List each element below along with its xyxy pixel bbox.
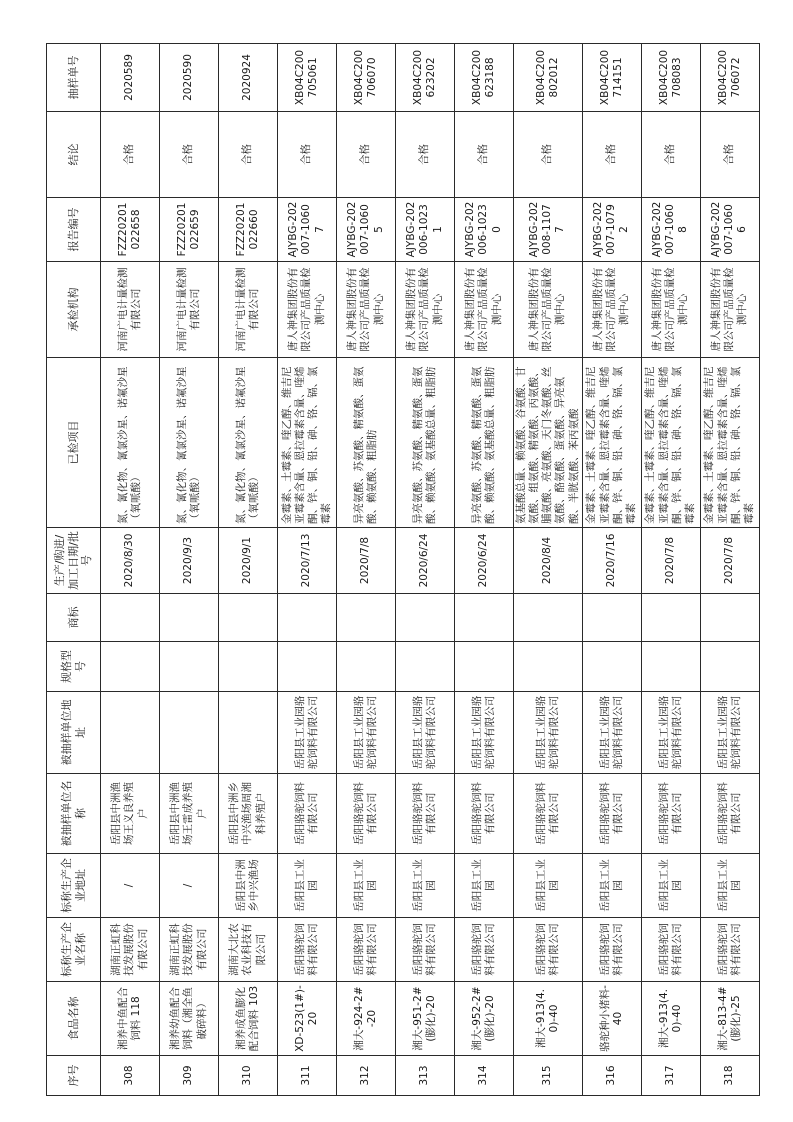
cell-date: 2020/7/8 bbox=[700, 528, 759, 594]
cell-sample-no: XB04C200708083 bbox=[641, 44, 700, 112]
cell-maker-addr: 岳阳县工业园 bbox=[582, 854, 641, 918]
cell-lab: 唐人神集团股份有限公司产品质量检测中心 bbox=[337, 262, 396, 358]
cell-report: AJYBG-202007-10792 bbox=[582, 198, 641, 262]
table-header bbox=[47, 44, 101, 1096]
column-header: 报告编号 bbox=[47, 198, 101, 262]
cell-sample-no: XB04C200714151 bbox=[582, 44, 641, 112]
cell-sample-no: XB04C200706070 bbox=[337, 44, 396, 112]
cell-report: AJYBG-202007-10607 bbox=[278, 198, 337, 262]
column-header: 承检机构 bbox=[47, 262, 101, 358]
cell-date: 2020/9/3 bbox=[160, 528, 219, 594]
column-header: 被抽样单位名称 bbox=[47, 774, 101, 854]
cell-brand bbox=[700, 594, 759, 642]
cell-spec bbox=[160, 642, 219, 692]
cell-maker: 岳阳骆驼饲料有限公司 bbox=[514, 918, 583, 982]
cell-lab: 唐人神集团股份有限公司产品质量检测中心 bbox=[700, 262, 759, 358]
cell-result: 合格 bbox=[514, 112, 583, 198]
cell-brand bbox=[219, 594, 278, 642]
cell-no: 310 bbox=[219, 1056, 278, 1096]
cell-sampled: 岳阳骆驼饲料有限公司 bbox=[278, 774, 337, 854]
cell-maker: 岳阳骆驼饲料有限公司 bbox=[582, 918, 641, 982]
table-row bbox=[337, 44, 396, 1096]
cell-report: AJYBG-202007-10606 bbox=[700, 198, 759, 262]
cell-maker-addr: 岳阳县工业园 bbox=[514, 854, 583, 918]
column-header: 抽样单号 bbox=[47, 44, 101, 112]
column-header: 商标 bbox=[47, 594, 101, 642]
table-row bbox=[582, 44, 641, 1096]
cell-date: 2020/7/8 bbox=[337, 528, 396, 594]
cell-items: 异亮氨酸、苏氨酸、精氨酸、蛋氨酸、赖氨酸、粗脂肪 bbox=[337, 358, 396, 528]
cell-items: 金霉素、土霉素、喹乙醇、维吉尼亚霉素含量、恩拉霉素含量、喹烯酮、锌、铜、铅、砷、铬、镉、氯霉素 bbox=[641, 358, 700, 528]
cell-name: 湘大-924-2#-20 bbox=[337, 982, 396, 1056]
cell-date: 2020/7/8 bbox=[641, 528, 700, 594]
cell-name: 湘养幼鱼配合饲料（湘全鱼破碎料） bbox=[160, 982, 219, 1056]
cell-maker-addr: / bbox=[101, 854, 160, 918]
cell-result: 合格 bbox=[337, 112, 396, 198]
table-row bbox=[455, 44, 514, 1096]
cell-maker: 岳阳骆驼饲料有限公司 bbox=[700, 918, 759, 982]
cell-sampled-addr: 岳阳县工业园骆驼饲料有限公司 bbox=[641, 692, 700, 774]
cell-maker-addr: / bbox=[160, 854, 219, 918]
column-header: 规格型号 bbox=[47, 642, 101, 692]
cell-lab: 唐人神集团股份有限公司产品质量检测中心 bbox=[641, 262, 700, 358]
cell-sampled: 岳阳骆驼饲料有限公司 bbox=[641, 774, 700, 854]
cell-maker-addr: 岳阳县工业园 bbox=[396, 854, 455, 918]
cell-no: 316 bbox=[582, 1056, 641, 1096]
cell-no: 315 bbox=[514, 1056, 583, 1096]
cell-date: 2020/6/24 bbox=[396, 528, 455, 594]
cell-maker-addr: 岳阳县工业园 bbox=[700, 854, 759, 918]
cell-sampled-addr: 岳阳县工业园骆驼饲料有限公司 bbox=[396, 692, 455, 774]
cell-brand bbox=[582, 594, 641, 642]
cell-items: 异亮氨酸、苏氨酸、精氨酸、蛋氨酸、赖氨酸、氨基酸总量、粗脂肪 bbox=[396, 358, 455, 528]
cell-sample-no: 2020590 bbox=[160, 44, 219, 112]
cell-lab: 唐人神集团股份有限公司产品质量检测中心 bbox=[582, 262, 641, 358]
cell-maker: 湖南正虹科技发展股份有限公司 bbox=[101, 918, 160, 982]
cell-sample-no: XB04C200623188 bbox=[455, 44, 514, 112]
cell-sample-no: XB04C200706072 bbox=[700, 44, 759, 112]
cell-sample-no: XB04C200705061 bbox=[278, 44, 337, 112]
column-header: 标称生产企业名称 bbox=[47, 918, 101, 982]
cell-items: 金霉素、土霉素、喹乙醇、维吉尼亚霉素含量、恩拉霉素含量、喹烯酮、锌、铜、铅、砷、铬、镉、氯霉素 bbox=[582, 358, 641, 528]
table-row bbox=[160, 44, 219, 1096]
cell-sampled: 岳阳县中洲渔场王雷成养殖户 bbox=[160, 774, 219, 854]
cell-maker-addr: 岳阳县中洲乡中兴渔场 bbox=[219, 854, 278, 918]
cell-report: FZZ20201022660 bbox=[219, 198, 278, 262]
cell-brand bbox=[514, 594, 583, 642]
cell-sampled-addr: 岳阳县工业园骆驼饲料有限公司 bbox=[337, 692, 396, 774]
cell-lab: 河南广电计量检测有限公司 bbox=[219, 262, 278, 358]
cell-name: 湘大-913(4.0)-40 bbox=[641, 982, 700, 1056]
cell-result: 合格 bbox=[641, 112, 700, 198]
rotated-page bbox=[46, 44, 755, 1096]
cell-spec bbox=[278, 642, 337, 692]
cell-sampled-addr: 岳阳县工业园骆驼饲料有限公司 bbox=[455, 692, 514, 774]
column-header: 食品名称 bbox=[47, 982, 101, 1056]
cell-date: 2020/7/16 bbox=[582, 528, 641, 594]
table-body bbox=[101, 44, 760, 1096]
table-row bbox=[101, 44, 160, 1096]
cell-spec bbox=[396, 642, 455, 692]
cell-sampled-addr: 岳阳县工业园骆驼饲料有限公司 bbox=[514, 692, 583, 774]
cell-report: AJYBG-202006-10230 bbox=[455, 198, 514, 262]
cell-items: 氮、氰化物、氰氯沙星、诺氟沙星（氧哌酸） bbox=[160, 358, 219, 528]
cell-lab: 河南广电计量检测有限公司 bbox=[160, 262, 219, 358]
cell-spec bbox=[337, 642, 396, 692]
cell-sampled: 岳阳骆驼饲料有限公司 bbox=[700, 774, 759, 854]
cell-no: 309 bbox=[160, 1056, 219, 1096]
cell-lab: 唐人神集团股份有限公司产品质量检测中心 bbox=[278, 262, 337, 358]
cell-result: 合格 bbox=[101, 112, 160, 198]
cell-name: 湘养中鱼配合饲料 118 bbox=[101, 982, 160, 1056]
cell-brand bbox=[337, 594, 396, 642]
cell-items: 氮、氰化物、氰氯沙星、诺氟沙星（氧哌酸） bbox=[219, 358, 278, 528]
cell-maker-addr: 岳阳县工业园 bbox=[641, 854, 700, 918]
cell-result: 合格 bbox=[455, 112, 514, 198]
cell-maker-addr: 岳阳县工业园 bbox=[278, 854, 337, 918]
cell-sample-no: 2020924 bbox=[219, 44, 278, 112]
cell-spec bbox=[641, 642, 700, 692]
cell-sampled-addr bbox=[160, 692, 219, 774]
cell-name: 骆驼种小猪料-40 bbox=[582, 982, 641, 1056]
table-row bbox=[514, 44, 583, 1096]
cell-report: AJYBG-202008-11077 bbox=[514, 198, 583, 262]
cell-brand bbox=[101, 594, 160, 642]
cell-maker: 湖南大北农农业科技有限公司 bbox=[219, 918, 278, 982]
cell-date: 2020/8/30 bbox=[101, 528, 160, 594]
cell-brand bbox=[455, 594, 514, 642]
cell-sampled: 岳阳县中洲乡中兴渔场周湘科养殖户 bbox=[219, 774, 278, 854]
cell-name: 湘养成鱼膨化配合饲料 103 bbox=[219, 982, 278, 1056]
cell-report: AJYBG-202007-10605 bbox=[337, 198, 396, 262]
table-row bbox=[219, 44, 278, 1096]
cell-sampled: 岳阳县中洲渔场王义良养殖户 bbox=[101, 774, 160, 854]
cell-spec bbox=[101, 642, 160, 692]
cell-maker: 岳阳骆驼饲料有限公司 bbox=[337, 918, 396, 982]
cell-report: FZZ20201022659 bbox=[160, 198, 219, 262]
cell-maker: 岳阳骆驼饲料有限公司 bbox=[396, 918, 455, 982]
cell-date: 2020/8/4 bbox=[514, 528, 583, 594]
cell-no: 318 bbox=[700, 1056, 759, 1096]
cell-brand bbox=[396, 594, 455, 642]
inspection-results-table bbox=[46, 43, 760, 1096]
cell-sample-no: XB04C200802012 bbox=[514, 44, 583, 112]
cell-date: 2020/9/1 bbox=[219, 528, 278, 594]
table-row bbox=[278, 44, 337, 1096]
cell-brand bbox=[278, 594, 337, 642]
cell-sampled-addr: 岳阳县工业园骆驼饲料有限公司 bbox=[582, 692, 641, 774]
cell-no: 308 bbox=[101, 1056, 160, 1096]
cell-spec bbox=[582, 642, 641, 692]
cell-sampled: 岳阳骆驼饲料有限公司 bbox=[455, 774, 514, 854]
cell-name: 湘大-952-2#(膨化)-20 bbox=[455, 982, 514, 1056]
cell-spec bbox=[455, 642, 514, 692]
cell-no: 312 bbox=[337, 1056, 396, 1096]
cell-report: AJYBG-202007-10608 bbox=[641, 198, 700, 262]
table-row bbox=[396, 44, 455, 1096]
cell-result: 合格 bbox=[396, 112, 455, 198]
column-header: 标称生产企业地址 bbox=[47, 854, 101, 918]
cell-lab: 唐人神集团股份有限公司产品质量检测中心 bbox=[396, 262, 455, 358]
cell-result: 合格 bbox=[219, 112, 278, 198]
cell-report: FZZ20201022658 bbox=[101, 198, 160, 262]
cell-no: 317 bbox=[641, 1056, 700, 1096]
cell-sampled: 岳阳骆驼饲料有限公司 bbox=[337, 774, 396, 854]
cell-lab: 唐人神集团股份有限公司产品质量检测中心 bbox=[514, 262, 583, 358]
cell-name: 湘大-913(4.0)-40 bbox=[514, 982, 583, 1056]
table-row bbox=[700, 44, 759, 1096]
cell-maker: 岳阳骆驼饲料有限公司 bbox=[455, 918, 514, 982]
cell-no: 311 bbox=[278, 1056, 337, 1096]
cell-spec bbox=[219, 642, 278, 692]
cell-maker: 岳阳骆驼饲料有限公司 bbox=[278, 918, 337, 982]
cell-result: 合格 bbox=[160, 112, 219, 198]
cell-maker-addr: 岳阳县工业园 bbox=[455, 854, 514, 918]
cell-date: 2020/6/24 bbox=[455, 528, 514, 594]
cell-sample-no: 2020589 bbox=[101, 44, 160, 112]
column-header: 生产/购进/加工日期/批号 bbox=[47, 528, 101, 594]
cell-sample-no: XB04C200623202 bbox=[396, 44, 455, 112]
table-row bbox=[641, 44, 700, 1096]
cell-lab: 河南广电计量检测有限公司 bbox=[101, 262, 160, 358]
cell-sampled-addr bbox=[219, 692, 278, 774]
cell-name: 湘大-813-4#(膨化)-25 bbox=[700, 982, 759, 1056]
cell-brand bbox=[641, 594, 700, 642]
cell-items: 氮、氰化物、氰氯沙星、诺氟沙星（氧哌酸） bbox=[101, 358, 160, 528]
cell-maker-addr: 岳阳县工业园 bbox=[337, 854, 396, 918]
cell-sampled: 岳阳骆驼饲料有限公司 bbox=[396, 774, 455, 854]
cell-sampled-addr bbox=[101, 692, 160, 774]
cell-items: 异亮氨酸、苏氨酸、精氨酸、蛋氨酸、赖氨酸、氨基酸总量、粗脂肪 bbox=[455, 358, 514, 528]
cell-items: 金霉素、土霉素、喹乙醇、维吉尼亚霉素含量、恩拉霉素含量、喹烯酮、锌、铜、铅、砷、铬、镉、氯霉素 bbox=[700, 358, 759, 528]
cell-result: 合格 bbox=[278, 112, 337, 198]
cell-result: 合格 bbox=[700, 112, 759, 198]
column-header: 被抽样单位地址 bbox=[47, 692, 101, 774]
cell-brand bbox=[160, 594, 219, 642]
cell-report: AJYBG-202006-10231 bbox=[396, 198, 455, 262]
cell-spec bbox=[514, 642, 583, 692]
cell-sampled: 岳阳骆驼饲料有限公司 bbox=[514, 774, 583, 854]
cell-name: XD-523(1#)-20 bbox=[278, 982, 337, 1056]
cell-sampled-addr: 岳阳县工业园骆驼饲料有限公司 bbox=[278, 692, 337, 774]
cell-maker: 岳阳骆驼饲料有限公司 bbox=[641, 918, 700, 982]
cell-sampled-addr: 岳阳县工业园骆驼饲料有限公司 bbox=[700, 692, 759, 774]
cell-date: 2020/7/13 bbox=[278, 528, 337, 594]
cell-items: 氨基酸总量、赖氨酸、谷氨酸、甘氨酸、组氨酸、精氨酸、丙氨酸、脯氨酸、亮氨酸、天门冬氨酸、丝氨酸、酪氨酸、蛋氨酸、异亮氨酸、半胱氨酸、苯丙氨酸 bbox=[514, 358, 583, 528]
cell-items: 金霉素、土霉素、喹乙醇、维吉尼亚霉素含量、恩拉霉素含量、喹烯酮、锌、铜、铅、砷、铬、镉、氯霉素 bbox=[278, 358, 337, 528]
column-header: 已检项目 bbox=[47, 358, 101, 528]
cell-name: 湘大-951-2#(膨化)-20 bbox=[396, 982, 455, 1056]
cell-lab: 唐人神集团股份有限公司产品质量检测中心 bbox=[455, 262, 514, 358]
cell-no: 313 bbox=[396, 1056, 455, 1096]
cell-sampled: 岳阳骆驼饲料有限公司 bbox=[582, 774, 641, 854]
cell-maker: 湖南正虹科技发展股份有限公司 bbox=[160, 918, 219, 982]
cell-result: 合格 bbox=[582, 112, 641, 198]
cell-spec bbox=[700, 642, 759, 692]
cell-no: 314 bbox=[455, 1056, 514, 1096]
column-header: 序号 bbox=[47, 1056, 101, 1096]
column-header: 结论 bbox=[47, 112, 101, 198]
